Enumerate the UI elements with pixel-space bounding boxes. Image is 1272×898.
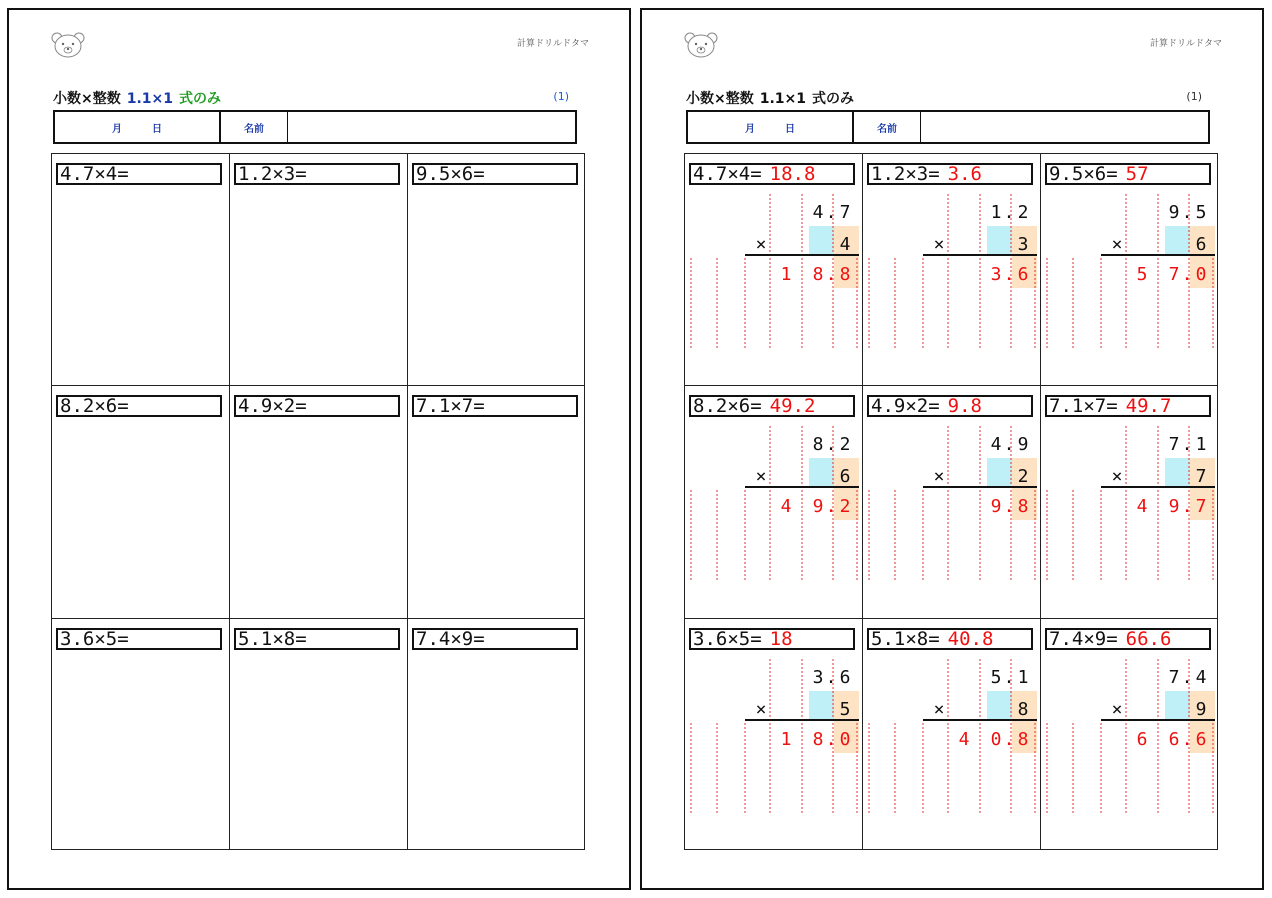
expression-text: 1.2×3= [871,163,940,185]
answer-cell [863,386,1041,618]
result-digit: 9 [1168,496,1180,517]
decimal-point: . [1181,202,1193,223]
month-label: 月 [112,123,122,135]
worksheet-title [53,88,221,108]
result-digit: 4 [958,729,970,750]
decimal-point: . [825,729,837,750]
multiplier-column-highlight [809,226,834,255]
problem-cell [408,386,586,618]
answer-text: 49.7 [1125,395,1172,417]
expression-text: 7.4×9= [1049,628,1118,650]
name-field[interactable] [921,112,1208,142]
result-digit: 6 [1136,729,1148,750]
answer-cell [1041,386,1219,618]
result-digit: 9 [812,496,824,517]
column-work-diagram [1041,619,1219,851]
worksheet-page [7,8,631,890]
decimal-point: . [1181,496,1193,517]
problem-expression: 4.7×4= [56,163,222,185]
multiplicand-digit: 8 [812,434,824,455]
answer-cell [1041,619,1219,851]
decimal-point: . [1003,202,1015,223]
multiplier-column-highlight [1165,691,1190,720]
month-label: 月 [745,123,755,135]
multiplicand-digit: 7 [1168,434,1180,455]
date-field[interactable] [688,112,854,142]
column-work-diagram [1041,386,1219,618]
answer-text: 57 [1125,163,1149,185]
title-type: 式のみ [812,91,855,107]
result-digit: 6 [1168,729,1180,750]
name-date-bar [53,110,577,144]
multiplicand-digit: 2 [1017,202,1029,223]
multiplicand-digit: 1 [1195,434,1207,455]
times-sign: × [1111,234,1123,255]
expression-text: 4.9×2= [871,395,940,417]
result-digit: 3 [990,264,1002,285]
multiplicand-digit: 9 [1168,202,1180,223]
times-sign: × [1111,699,1123,720]
answer-cell [685,154,863,386]
problem-cell [408,154,586,386]
expression-text: 5.1×8= [871,628,940,650]
answer-text: 9.8 [947,395,982,417]
problem-cell [230,386,408,618]
answer-text: 40.8 [947,628,994,650]
decimal-point: . [1003,729,1015,750]
column-work-diagram [685,154,863,386]
multiplier-digit: 6 [1195,234,1207,255]
multiplicand-digit: 9 [1017,434,1029,455]
name-field[interactable] [288,112,575,142]
problem-cell [230,619,408,851]
decimal-point: . [825,667,837,688]
problem-expression: 9.5×6= [412,163,578,185]
column-work-diagram [685,386,863,618]
decimal-point: . [1003,434,1015,455]
problem-expression: 7.4×9= [412,628,578,650]
multiplier-digit: 3 [1017,234,1029,255]
column-work-diagram [1041,154,1219,386]
decimal-point: . [1003,264,1015,285]
problem-cell [230,154,408,386]
decimal-point: . [1003,496,1015,517]
multiplicand-digit: 2 [839,434,851,455]
problem-expression: 7.1×7= [412,395,578,417]
decimal-point: . [825,434,837,455]
times-sign: × [933,699,945,720]
column-work-diagram [685,619,863,851]
title-topic: 小数×整数 [686,91,754,107]
day-label: 日 [152,123,162,135]
result-digit: 6 [1195,729,1207,750]
multiplier-digit: 7 [1195,466,1207,487]
problem-cell [52,619,230,851]
day-label: 日 [785,123,795,135]
decimal-point: . [825,202,837,223]
multiplicand-digit: 7 [1168,667,1180,688]
answer-cell [685,619,863,851]
name-date-bar [686,110,1210,144]
times-sign: × [933,466,945,487]
expression-text: 7.1×7= [1049,395,1118,417]
multiplicand-digit: 1 [990,202,1002,223]
title-level: 1.1×1 [126,91,174,107]
result-digit: 0 [1195,264,1207,285]
multiplier-column-highlight [987,691,1012,720]
multiplier-column-highlight [809,691,834,720]
problem-expression: 3.6×5= [56,628,222,650]
title-topic: 小数×整数 [53,91,121,107]
answer-grid [684,153,1218,850]
answer-text: 18.8 [769,163,816,185]
multiplier-column-highlight [1165,458,1190,487]
result-digit: 8 [1017,496,1029,517]
problem-cell [52,154,230,386]
column-work-diagram [863,154,1041,386]
problem-expression: 8.2×6= [56,395,222,417]
result-digit: 8 [1017,729,1029,750]
answer-cell [685,386,863,618]
multiplier-digit: 4 [839,234,851,255]
answer-text: 18 [769,628,793,650]
answer-text: 3.6 [947,163,982,185]
answer-cell [1041,154,1219,386]
expression-text: 4.7×4= [693,163,762,185]
multiplier-digit: 8 [1017,699,1029,720]
multiplier-column-highlight [809,458,834,487]
multiplier-digit: 9 [1195,699,1207,720]
result-digit: 4 [1136,496,1148,517]
result-digit: 7 [1168,264,1180,285]
result-digit: 8 [839,264,851,285]
result-digit: 1 [780,729,792,750]
expression-text: 9.5×6= [1049,163,1118,185]
column-work-diagram [863,386,1041,618]
decimal-point: . [1181,264,1193,285]
multiplier-digit: 2 [1017,466,1029,487]
times-sign: × [755,234,767,255]
result-digit: 8 [812,264,824,285]
problem-expression: 4.9×2= [234,395,400,417]
times-sign: × [1111,466,1123,487]
multiplicand-digit: 1 [1017,667,1029,688]
bear-logo-icon [684,32,718,58]
expression-text: 8.2×6= [693,395,762,417]
multiplicand-digit: 4 [1195,667,1207,688]
decimal-point: . [1181,434,1193,455]
result-digit: 4 [780,496,792,517]
result-digit: 9 [990,496,1002,517]
brand-label: 計算ドリルドタマ [516,39,589,49]
result-digit: 1 [780,264,792,285]
column-work-diagram [863,619,1041,851]
multiplicand-digit: 6 [839,667,851,688]
answer-text: 49.2 [769,395,816,417]
name-label: 名前 [854,112,921,142]
multiplier-column-highlight [987,226,1012,255]
title-type: 式のみ [179,91,222,107]
times-sign: × [933,234,945,255]
result-digit: 2 [839,496,851,517]
page-number: (1) [553,90,569,103]
title-level: 1.1×1 [759,91,807,107]
problem-expression: 1.2×3= [234,163,400,185]
multiplicand-digit: 5 [1195,202,1207,223]
result-digit: 0 [839,729,851,750]
answer-cell [863,154,1041,386]
multiplicand-digit: 4 [990,434,1002,455]
answer-key-page [640,8,1264,890]
page-number: (1) [1186,90,1202,103]
decimal-point: . [825,264,837,285]
expression-text: 3.6×5= [693,628,762,650]
times-sign: × [755,466,767,487]
date-field[interactable] [55,112,221,142]
multiplicand-digit: 7 [839,202,851,223]
multiplier-column-highlight [1165,226,1190,255]
result-digit: 8 [812,729,824,750]
multiplier-digit: 6 [839,466,851,487]
result-digit: 6 [1017,264,1029,285]
decimal-point: . [1181,667,1193,688]
answer-text: 66.6 [1125,628,1172,650]
decimal-point: . [1003,667,1015,688]
multiplicand-digit: 5 [990,667,1002,688]
result-digit: 5 [1136,264,1148,285]
multiplicand-digit: 3 [812,667,824,688]
multiplicand-digit: 4 [812,202,824,223]
decimal-point: . [825,496,837,517]
result-digit: 0 [990,729,1002,750]
name-label: 名前 [221,112,288,142]
problem-expression: 5.1×8= [234,628,400,650]
times-sign: × [755,699,767,720]
problem-grid [51,153,585,850]
answer-cell [863,619,1041,851]
multiplier-column-highlight [987,458,1012,487]
multiplier-digit: 5 [839,699,851,720]
bear-logo-icon [51,32,85,58]
result-digit: 7 [1195,496,1207,517]
problem-cell [52,386,230,618]
problem-cell [408,619,586,851]
brand-label: 計算ドリルドタマ [1149,39,1222,49]
decimal-point: . [1181,729,1193,750]
worksheet-title [686,88,854,108]
